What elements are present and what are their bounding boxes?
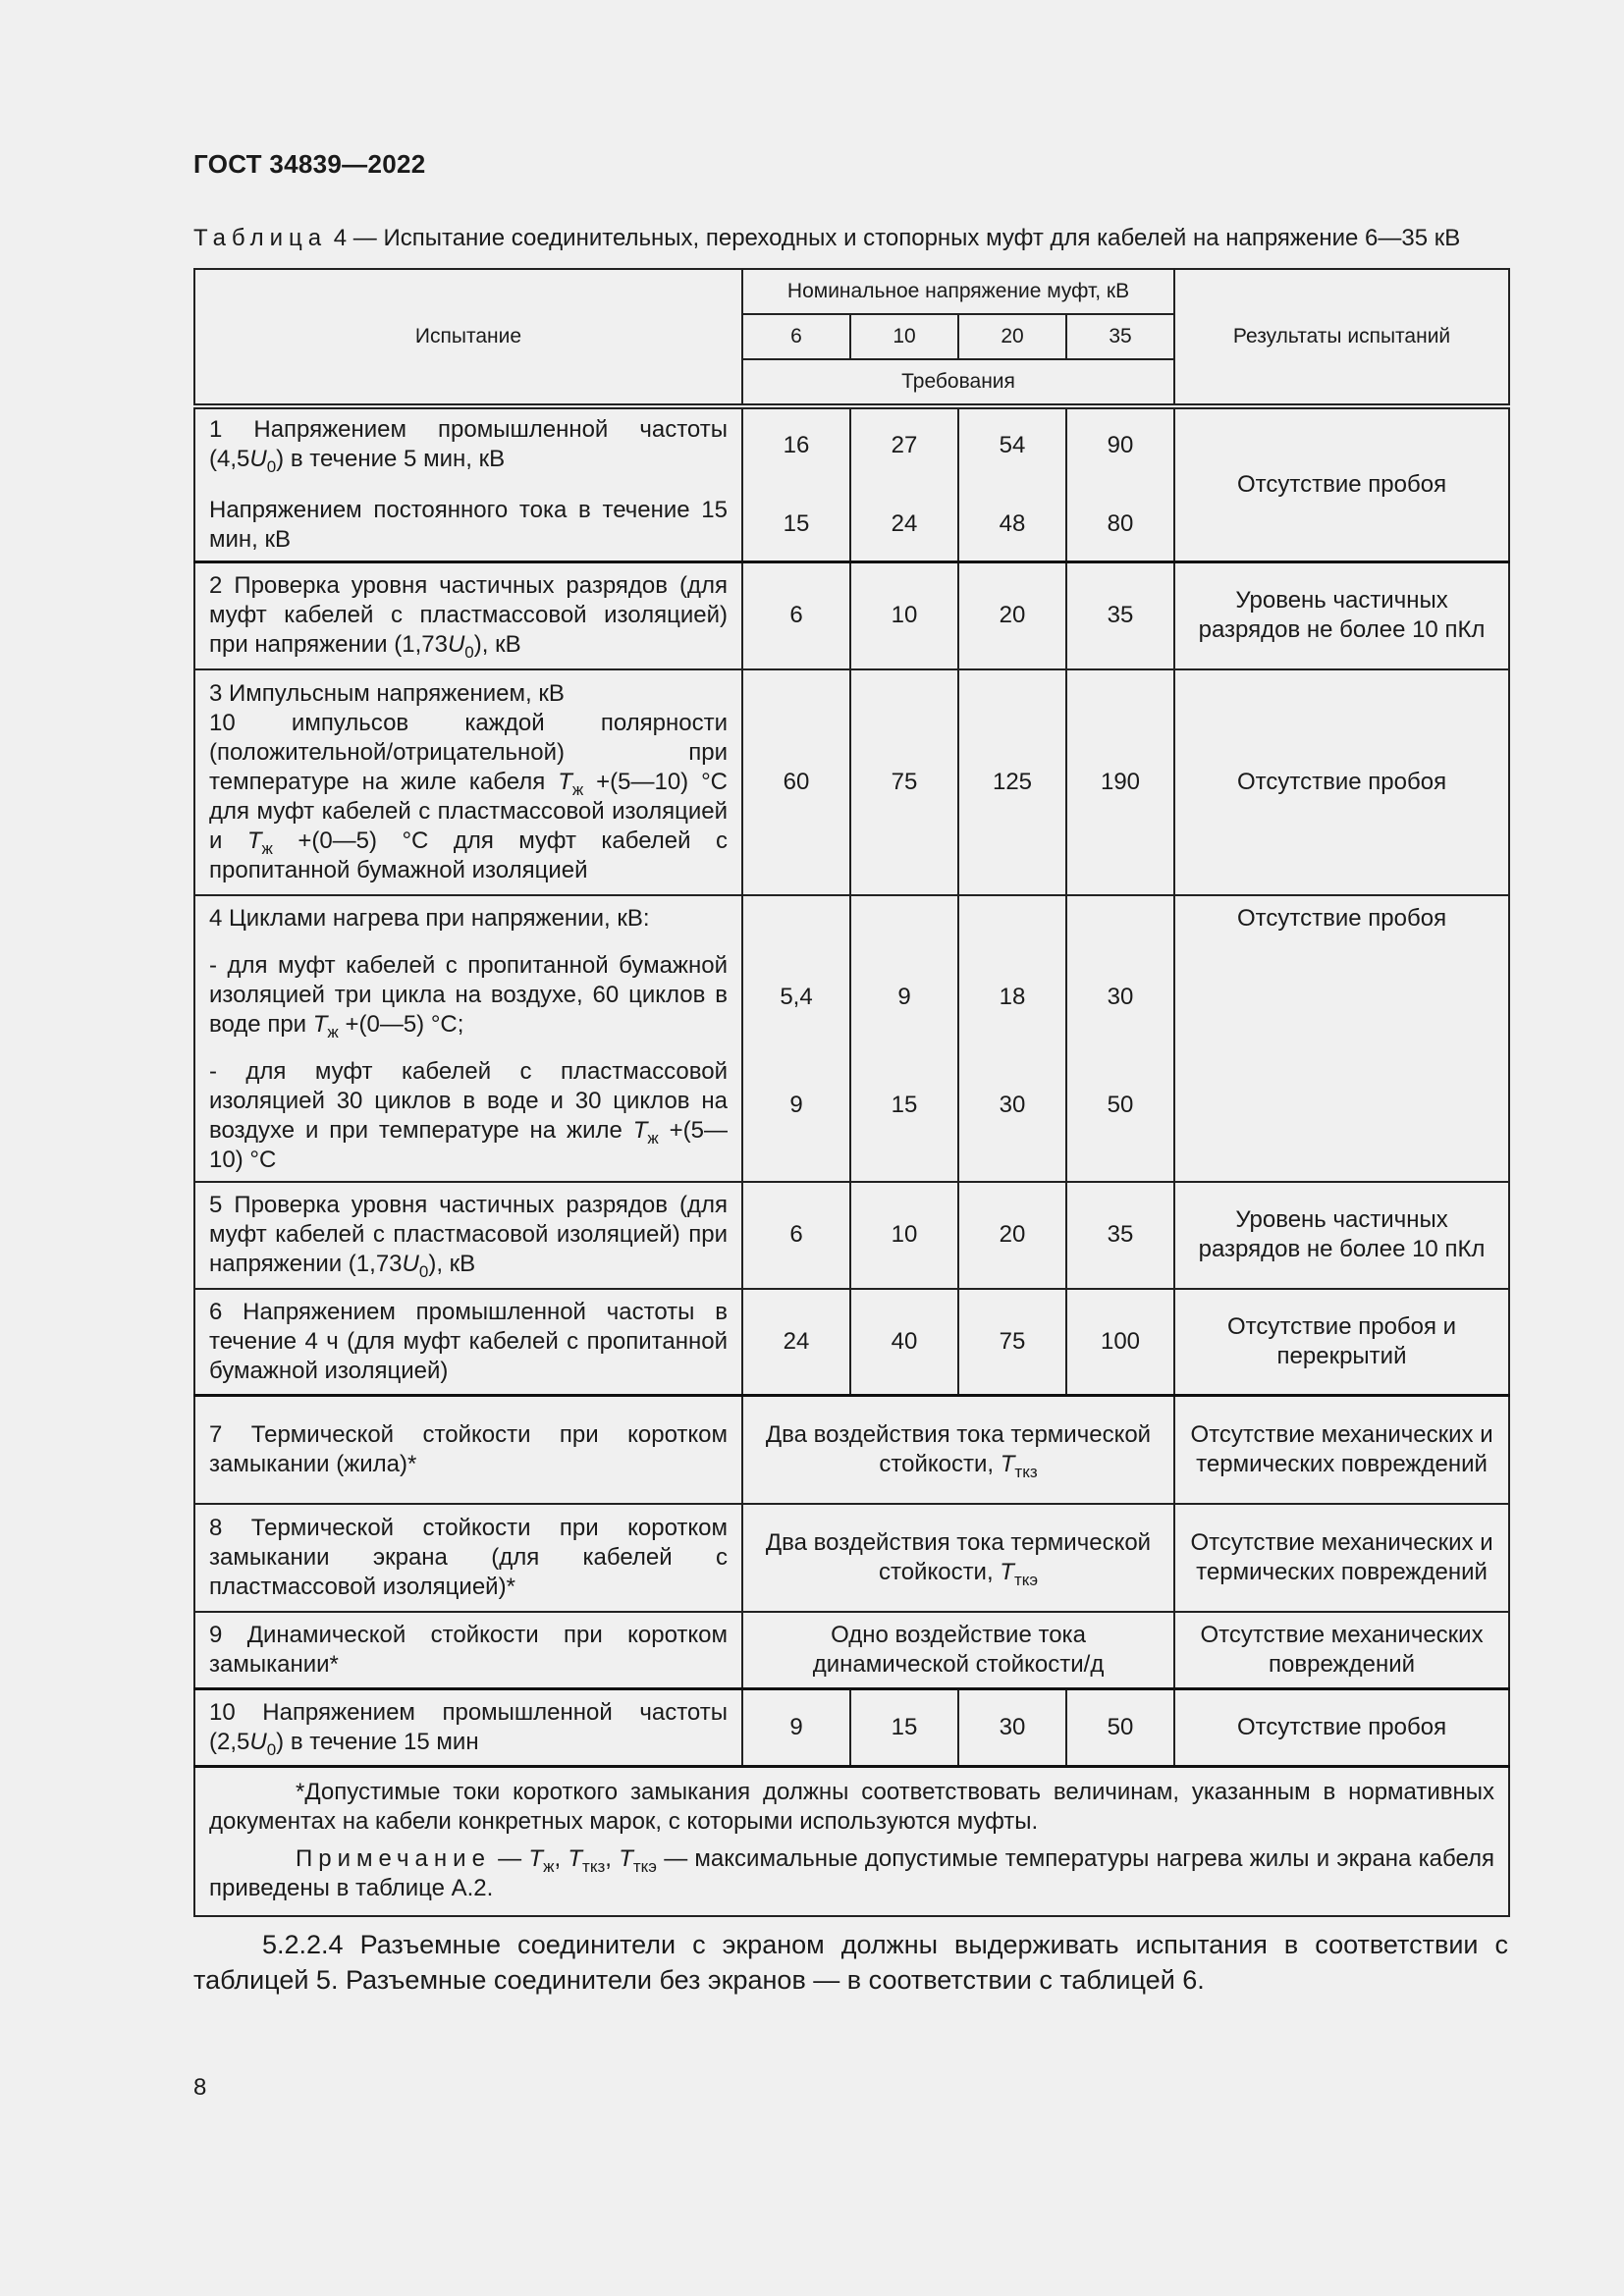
row-2-test: 2 Проверка уровня частичных разрядов (для муфт кабелей с пластмассовой изоляцией) при напряжении $(1,73U_0)$, кВ [194, 562, 742, 669]
row-4-result: Отсутствие пробоя [1174, 895, 1509, 1182]
row-4-v6: 5,4 9 [742, 895, 850, 1182]
row-5-v20: 20 [958, 1182, 1066, 1289]
row-3-v6: 60 [742, 669, 850, 895]
row-10-result: Отсутствие пробоя [1174, 1689, 1509, 1767]
table-caption-number: 4 [333, 225, 348, 251]
row-3-test: 3 Импульсным напряжением, кВ 10 импульсов каждой полярности (положительной/отрицательной) при температуре на жиле кабеля $T_ж$ +(5—10) °С для муфт кабелей с пластмассовой изоляцией и $T_ж$ +(0—5) °С для муфт кабелей с пропитанной бумажной изоляцией [194, 669, 742, 895]
table-row [194, 406, 1509, 562]
table-row [194, 895, 1509, 1182]
page-number: 8 [193, 2074, 207, 2101]
row-2-result: Уровень частичных разрядов не более 10 пКл [1174, 562, 1509, 669]
row-3-v35: 190 [1066, 669, 1174, 895]
table-footnote: *Допустимые токи короткого замыкания должны соответствовать величинам, указанным в нормативных документах на кабели конкретных марок, с которыми используются муфты. [209, 1779, 1495, 1835]
table-row [194, 562, 1509, 669]
table-row [194, 1396, 1509, 1504]
row-10-v35: 50 [1066, 1689, 1174, 1767]
table-row [194, 1612, 1509, 1689]
table-row [194, 1182, 1509, 1289]
row-1-v10: 27 24 [850, 406, 958, 562]
row-8-result: Отсутствие механических и термических повреждений [1174, 1504, 1509, 1612]
header-voltage-35: 35 [1066, 314, 1174, 359]
row-3-result: Отсутствие пробоя [1174, 669, 1509, 895]
header-voltage: Номинальное напряжение муфт, кВ [742, 269, 1174, 314]
row-9-result: Отсутствие механических повреждений [1174, 1612, 1509, 1689]
table-footer-row [194, 1767, 1509, 1917]
row-1-v6: 16 15 [742, 406, 850, 562]
row-1-test: 1 Напряжением промышленной частоты $(4,5U_0)$ в течение 5 мин, кВ Напряжением постоянного тока в течение 15 мин, кВ [194, 406, 742, 562]
table-row [194, 1689, 1509, 1767]
row-6-v10: 40 [850, 1289, 958, 1396]
table-footer [194, 1767, 1509, 1917]
row-1-result: Отсутствие пробоя [1174, 406, 1509, 562]
table-row [194, 669, 1509, 895]
row-5-v6: 6 [742, 1182, 850, 1289]
row-10-v10: 15 [850, 1689, 958, 1767]
row-4-v35: 30 50 [1066, 895, 1174, 1182]
row-3-v10: 75 [850, 669, 958, 895]
table-caption-text: — Испытание соединительных, переходных и стопорных муфт для кабелей на напряжение 6—35 кВ [347, 225, 1461, 251]
header-voltage-6: 6 [742, 314, 850, 359]
row-7-result: Отсутствие механических и термических повреждений [1174, 1396, 1509, 1504]
spec-table [193, 268, 1510, 1917]
row-6-v20: 75 [958, 1289, 1066, 1396]
spec-table-wrapper [193, 268, 1508, 1917]
row-9-requirement: Одно воздействие тока динамической стойкости/д [742, 1612, 1174, 1689]
row-8-requirement: Два воздействия тока термической стойкости, $T_{ткэ}$ [742, 1504, 1174, 1612]
row-2-v20: 20 [958, 562, 1066, 669]
table-row [194, 1289, 1509, 1396]
row-5-test: 5 Проверка уровня частичных разрядов (для муфт кабелей с пластмасовой изоляцией) при напряжении $(1,73U_0)$, кВ [194, 1182, 742, 1289]
row-7-test: 7 Термической стойкости при коротком замыкании (жила)* [194, 1396, 742, 1504]
document-header: ГОСТ 34839—2022 [193, 149, 426, 179]
row-7-requirement: Два воздействия тока термической стойкости, $T_{ткз}$ [742, 1396, 1174, 1504]
row-3-v20: 125 [958, 669, 1066, 895]
row-6-v6: 24 [742, 1289, 850, 1396]
header-test: Испытание [194, 269, 742, 406]
row-2-v35: 35 [1066, 562, 1174, 669]
table-note-label: Примечание [296, 1845, 491, 1872]
table-row [194, 1504, 1509, 1612]
row-8-test: 8 Термической стойкости при коротком замыкании экрана (для кабелей с пластмассовой изоляцией)* [194, 1504, 742, 1612]
row-10-v6: 9 [742, 1689, 850, 1767]
row-5-v35: 35 [1066, 1182, 1174, 1289]
row-10-test: 10 Напряжением промышленной частоты $(2,5U_0)$ в течение 15 мин [194, 1689, 742, 1767]
row-10-v20: 30 [958, 1689, 1066, 1767]
row-5-v10: 10 [850, 1182, 958, 1289]
row-1-v35: 90 80 [1066, 406, 1174, 562]
row-4-test: 4 Циклами нагрева при напряжении, кВ: - для муфт кабелей с пропитанной бумажной изоляцией три цикла на воздухе, 60 циклов в воде при $T_ж$ +(0—5) °С; - для муфт кабелей с пластмассовой изоляцией 30 циклов в воде и 30 циклов на воздухе и при температуре на жиле $T_ж$ +(5—10) °С [194, 895, 742, 1182]
header-voltage-20: 20 [958, 314, 1066, 359]
table-note: Примечание — $T_ж$, $T_{ткз}$, $T_{ткэ}$ — максимальные допустимые температуры нагрева жилы и экрана кабеля приведены в таблице А.2. [209, 1845, 1495, 1901]
row-4-v20: 18 30 [958, 895, 1066, 1182]
table-caption-label: Таблица [193, 225, 328, 251]
body-paragraph: 5.2.2.4 Разъемные соединители с экраном должны выдерживать испытания в соответствии с таблицей 5. Разъемные соединители без экранов — в соответствии с таблицей 6. [193, 1930, 1508, 1995]
row-6-result: Отсутствие пробоя и перекрытий [1174, 1289, 1509, 1396]
row-9-test: 9 Динамической стойкости при коротком замыкании* [194, 1612, 742, 1689]
table-caption [193, 225, 1509, 252]
header-requirements: Требования [742, 359, 1174, 406]
row-5-result: Уровень частичных разрядов не более 10 пКл [1174, 1182, 1509, 1289]
row-6-v35: 100 [1066, 1289, 1174, 1396]
row-2-v6: 6 [742, 562, 850, 669]
header-results: Результаты испытаний [1174, 269, 1509, 406]
header-voltage-10: 10 [850, 314, 958, 359]
row-1-v20: 54 48 [958, 406, 1066, 562]
row-2-v10: 10 [850, 562, 958, 669]
row-6-test: 6 Напряжением промышленной частоты в течение 4 ч (для муфт кабелей с пропитанной бумажной изоляцией) [194, 1289, 742, 1396]
row-4-v10: 9 15 [850, 895, 958, 1182]
